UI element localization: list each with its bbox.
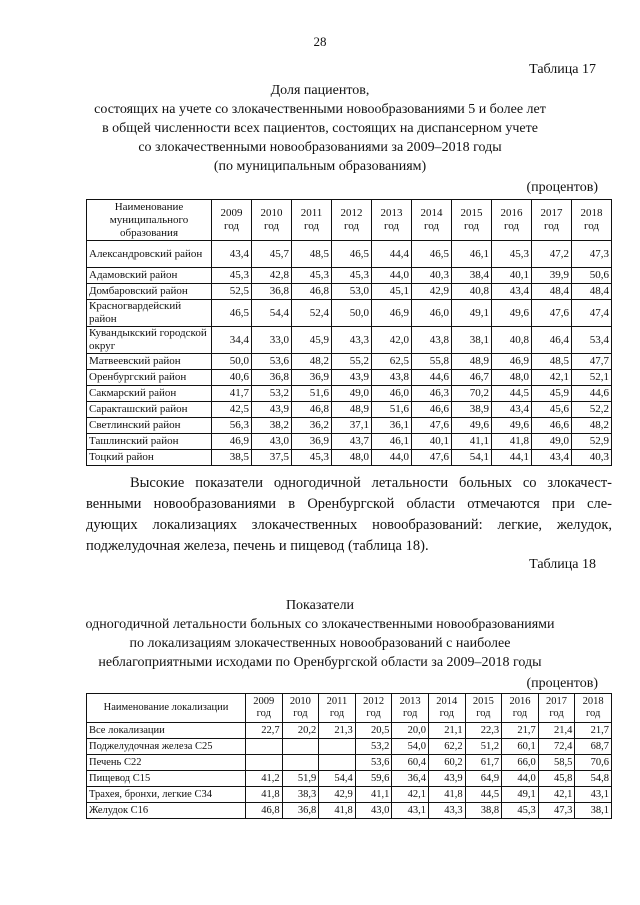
value-cell: 50,6 [572, 268, 612, 284]
table18-title-line: неблагоприятными исходами по Оренбургской области за 2009–2018 годы [98, 655, 542, 670]
value-cell: 52,1 [572, 370, 612, 386]
value-cell [282, 739, 319, 755]
row-name: Адамовский район [87, 268, 212, 284]
paragraph-line: дующих локализациях злокачественных новообразований: легкие, желудок, [86, 517, 612, 533]
value-cell: 52,5 [212, 284, 252, 300]
table17-header-year: 2012 год [332, 200, 372, 241]
value-cell: 59,6 [355, 771, 392, 787]
value-cell: 52,4 [292, 300, 332, 327]
value-cell: 44,5 [492, 386, 532, 402]
value-cell: 47,6 [412, 418, 452, 434]
value-cell: 36,9 [292, 434, 332, 450]
value-cell: 47,3 [572, 241, 612, 268]
value-cell: 47,3 [538, 803, 575, 819]
value-cell: 37,1 [332, 418, 372, 434]
value-cell: 48,9 [452, 354, 492, 370]
table18-title-line: по локализациям злокачественных новообразований с наиболее [129, 636, 511, 651]
table-row [87, 241, 612, 268]
table18-header-year: 2010 год [282, 694, 319, 723]
value-cell: 21,1 [428, 723, 465, 739]
value-cell: 41,1 [452, 434, 492, 450]
value-cell: 48,0 [492, 370, 532, 386]
value-cell: 46,9 [492, 354, 532, 370]
value-cell: 36,8 [252, 370, 292, 386]
value-cell: 48,2 [572, 418, 612, 434]
value-cell: 49,6 [492, 418, 532, 434]
value-cell: 46,7 [452, 370, 492, 386]
value-cell: 53,2 [252, 386, 292, 402]
value-cell: 22,7 [246, 723, 283, 739]
table-row [87, 803, 612, 819]
table17-header-year: 2011 год [292, 200, 332, 241]
table18-body [87, 723, 612, 819]
table-row [87, 450, 612, 466]
table17-header-year: 2015 год [452, 200, 492, 241]
value-cell: 38,3 [282, 787, 319, 803]
value-cell: 49,6 [452, 418, 492, 434]
value-cell: 40,1 [492, 268, 532, 284]
value-cell: 50,0 [332, 300, 372, 327]
value-cell: 52,9 [572, 434, 612, 450]
value-cell: 46,5 [212, 300, 252, 327]
value-cell: 40,1 [412, 434, 452, 450]
table-row [87, 771, 612, 787]
table-row [87, 354, 612, 370]
table-row [87, 402, 612, 418]
value-cell: 49,0 [532, 434, 572, 450]
value-cell: 44,1 [492, 450, 532, 466]
value-cell: 43,1 [575, 787, 612, 803]
value-cell: 43,0 [252, 434, 292, 450]
table17-header-name: Наименование муниципального образования [87, 200, 212, 241]
value-cell: 36,8 [282, 803, 319, 819]
value-cell: 40,8 [452, 284, 492, 300]
value-cell: 36,9 [292, 370, 332, 386]
value-cell: 46,8 [292, 284, 332, 300]
value-cell: 45,3 [212, 268, 252, 284]
value-cell: 47,6 [412, 450, 452, 466]
table-row [87, 284, 612, 300]
value-cell: 36,1 [372, 418, 412, 434]
table17-body [87, 241, 612, 466]
value-cell: 53,4 [572, 327, 612, 354]
table-row [87, 723, 612, 739]
row-name: Светлинский район [87, 418, 212, 434]
table17-title [60, 81, 580, 176]
value-cell: 47,2 [532, 241, 572, 268]
value-cell: 55,8 [412, 354, 452, 370]
value-cell: 46,5 [412, 241, 452, 268]
value-cell: 45,9 [292, 327, 332, 354]
value-cell: 44,0 [372, 268, 412, 284]
table17-header-year: 2009 год [212, 200, 252, 241]
table18-header-year: 2014 год [428, 694, 465, 723]
value-cell: 38,2 [252, 418, 292, 434]
value-cell: 21,4 [538, 723, 575, 739]
table17-header-year: 2018 год [572, 200, 612, 241]
table17-title-line: Доля пациентов, [270, 83, 370, 98]
table17-header-year: 2017 год [532, 200, 572, 241]
value-cell: 54,4 [319, 771, 356, 787]
table17-header-row [87, 200, 612, 241]
value-cell: 43,4 [492, 402, 532, 418]
row-name: Матвеевский район [87, 354, 212, 370]
value-cell: 46,0 [412, 300, 452, 327]
value-cell: 62,2 [428, 739, 465, 755]
table18-header-year: 2017 год [538, 694, 575, 723]
value-cell: 49,1 [502, 787, 539, 803]
value-cell: 33,0 [252, 327, 292, 354]
value-cell: 45,3 [492, 241, 532, 268]
value-cell: 46,8 [246, 803, 283, 819]
value-cell: 42,9 [412, 284, 452, 300]
table-row [87, 370, 612, 386]
value-cell: 61,7 [465, 755, 502, 771]
value-cell: 46,6 [412, 402, 452, 418]
row-name: Оренбургский район [87, 370, 212, 386]
value-cell: 60,1 [502, 739, 539, 755]
table17-header-year: 2016 год [492, 200, 532, 241]
value-cell: 56,3 [212, 418, 252, 434]
page-number: 28 [313, 34, 327, 49]
value-cell: 40,3 [412, 268, 452, 284]
value-cell: 43,3 [428, 803, 465, 819]
value-cell: 50,0 [212, 354, 252, 370]
value-cell: 47,7 [572, 354, 612, 370]
value-cell [319, 739, 356, 755]
value-cell: 40,3 [572, 450, 612, 466]
value-cell: 22,3 [465, 723, 502, 739]
value-cell: 52,2 [572, 402, 612, 418]
table-row [87, 268, 612, 284]
table18-header-year: 2018 год [575, 694, 612, 723]
value-cell: 37,5 [252, 450, 292, 466]
value-cell: 43,4 [212, 241, 252, 268]
value-cell: 43,3 [332, 327, 372, 354]
value-cell: 45,1 [372, 284, 412, 300]
value-cell: 49,0 [332, 386, 372, 402]
value-cell [282, 755, 319, 771]
value-cell: 36,8 [252, 284, 292, 300]
value-cell: 41,7 [212, 386, 252, 402]
value-cell: 38,4 [452, 268, 492, 284]
value-cell: 45,3 [292, 268, 332, 284]
value-cell: 21,7 [575, 723, 612, 739]
row-name: Желудок С16 [87, 803, 246, 819]
row-name: Все локализации [87, 723, 246, 739]
value-cell: 44,6 [412, 370, 452, 386]
value-cell: 21,3 [319, 723, 356, 739]
value-cell: 48,5 [292, 241, 332, 268]
table18-header-name: Наименование локализации [87, 694, 246, 723]
value-cell: 20,2 [282, 723, 319, 739]
value-cell: 41,8 [319, 803, 356, 819]
row-name: Поджелудочная железа С25 [87, 739, 246, 755]
value-cell: 43,0 [355, 803, 392, 819]
value-cell: 47,6 [532, 300, 572, 327]
value-cell: 46,3 [412, 386, 452, 402]
table18-header-row [87, 694, 612, 723]
value-cell: 46,1 [372, 434, 412, 450]
value-cell: 54,8 [575, 771, 612, 787]
value-cell: 54,1 [452, 450, 492, 466]
table18-title-line: одногодичной летальности больных со злокачественными новообразованиями [85, 617, 555, 632]
paragraph-line: венными новообразованиями в Оренбургской области отмечаются при сле- [86, 496, 612, 512]
value-cell [246, 755, 283, 771]
row-name: Пищевод С15 [87, 771, 246, 787]
value-cell: 43,9 [252, 402, 292, 418]
value-cell: 70,6 [575, 755, 612, 771]
value-cell: 45,9 [532, 386, 572, 402]
table-row [87, 434, 612, 450]
value-cell: 36,4 [392, 771, 429, 787]
value-cell: 20,0 [392, 723, 429, 739]
value-cell: 41,2 [246, 771, 283, 787]
value-cell: 42,1 [538, 787, 575, 803]
table18-title-line: Показатели [285, 598, 355, 613]
value-cell: 45,8 [538, 771, 575, 787]
table17 [86, 199, 612, 466]
value-cell: 49,6 [492, 300, 532, 327]
table17-header-year: 2014 год [412, 200, 452, 241]
row-name: Домбаровский район [87, 284, 212, 300]
value-cell: 70,2 [452, 386, 492, 402]
value-cell: 43,7 [332, 434, 372, 450]
row-name: Кувандыкский городской округ [87, 327, 212, 354]
table18 [86, 693, 612, 819]
value-cell: 48,0 [332, 450, 372, 466]
value-cell: 42,1 [392, 787, 429, 803]
value-cell: 44,4 [372, 241, 412, 268]
value-cell: 45,3 [502, 803, 539, 819]
value-cell: 51,6 [372, 402, 412, 418]
value-cell: 41,8 [428, 787, 465, 803]
value-cell: 44,5 [465, 787, 502, 803]
table-row [87, 787, 612, 803]
value-cell: 43,9 [428, 771, 465, 787]
value-cell: 43,4 [492, 284, 532, 300]
table18-header-year: 2016 год [502, 694, 539, 723]
table17-title-line: со злокачественными новообразованиями за 2009–2018 годы [138, 140, 502, 155]
table18-title [60, 596, 580, 672]
row-name: Саракташский район [87, 402, 212, 418]
row-name: Александровский район [87, 241, 212, 268]
value-cell: 43,4 [532, 450, 572, 466]
table18-header-year: 2012 год [355, 694, 392, 723]
body-paragraph [86, 473, 612, 557]
value-cell: 48,2 [292, 354, 332, 370]
value-cell: 40,8 [492, 327, 532, 354]
value-cell: 46,4 [532, 327, 572, 354]
table17-title-line: в общей численности всех пациентов, состоящих на диспансерном учете [102, 121, 538, 136]
value-cell: 44,6 [572, 386, 612, 402]
table17-units: (процентов) [526, 180, 598, 195]
value-cell: 66,0 [502, 755, 539, 771]
value-cell: 45,3 [332, 268, 372, 284]
value-cell: 46,6 [532, 418, 572, 434]
value-cell: 43,9 [332, 370, 372, 386]
value-cell: 46,9 [372, 300, 412, 327]
table-row [87, 755, 612, 771]
value-cell: 39,9 [532, 268, 572, 284]
value-cell: 46,0 [372, 386, 412, 402]
value-cell: 51,9 [282, 771, 319, 787]
value-cell [319, 755, 356, 771]
row-name: Тоцкий район [87, 450, 212, 466]
value-cell: 44,0 [372, 450, 412, 466]
table18-label: Таблица 18 [529, 557, 596, 572]
value-cell: 43,1 [392, 803, 429, 819]
row-name: Сакмарский район [87, 386, 212, 402]
value-cell: 48,9 [332, 402, 372, 418]
table18-units: (процентов) [526, 676, 598, 691]
table-row [87, 386, 612, 402]
value-cell: 43,8 [372, 370, 412, 386]
value-cell: 60,4 [392, 755, 429, 771]
value-cell: 44,0 [502, 771, 539, 787]
table18-header-year: 2009 год [246, 694, 283, 723]
value-cell [246, 739, 283, 755]
value-cell: 48,5 [532, 354, 572, 370]
value-cell: 54,4 [252, 300, 292, 327]
table-row [87, 418, 612, 434]
value-cell: 46,5 [332, 241, 372, 268]
value-cell: 54,0 [392, 739, 429, 755]
value-cell: 42,5 [212, 402, 252, 418]
table17-header-year: 2013 год [372, 200, 412, 241]
value-cell: 53,0 [332, 284, 372, 300]
value-cell: 38,5 [212, 450, 252, 466]
value-cell: 34,4 [212, 327, 252, 354]
value-cell: 53,2 [355, 739, 392, 755]
paragraph-line: Высокие показатели одногодичной летальности больных со злокачест- [130, 475, 612, 491]
row-name: Ташлинский район [87, 434, 212, 450]
value-cell: 42,9 [319, 787, 356, 803]
table-row [87, 739, 612, 755]
value-cell: 45,3 [292, 450, 332, 466]
row-name: Красногвардейский район [87, 300, 212, 327]
paragraph-line: поджелудочная железа, печень и пищевод (таблица 18). [86, 538, 429, 554]
table17-header-year: 2010 год [252, 200, 292, 241]
value-cell: 64,9 [465, 771, 502, 787]
value-cell: 53,6 [252, 354, 292, 370]
value-cell: 51,6 [292, 386, 332, 402]
table17-label: Таблица 17 [529, 62, 596, 77]
row-name: Печень С22 [87, 755, 246, 771]
value-cell: 36,2 [292, 418, 332, 434]
value-cell: 21,7 [502, 723, 539, 739]
value-cell: 38,1 [452, 327, 492, 354]
value-cell: 38,8 [465, 803, 502, 819]
value-cell: 47,4 [572, 300, 612, 327]
value-cell: 53,6 [355, 755, 392, 771]
value-cell: 41,8 [246, 787, 283, 803]
value-cell: 46,9 [212, 434, 252, 450]
value-cell: 46,1 [452, 241, 492, 268]
value-cell: 49,1 [452, 300, 492, 327]
value-cell: 45,6 [532, 402, 572, 418]
value-cell: 45,7 [252, 241, 292, 268]
value-cell: 42,8 [252, 268, 292, 284]
value-cell: 46,8 [292, 402, 332, 418]
value-cell: 58,5 [538, 755, 575, 771]
value-cell: 72,4 [538, 739, 575, 755]
value-cell: 20,5 [355, 723, 392, 739]
value-cell: 42,1 [532, 370, 572, 386]
value-cell: 38,9 [452, 402, 492, 418]
value-cell: 48,4 [532, 284, 572, 300]
table18-header-year: 2015 год [465, 694, 502, 723]
value-cell: 60,2 [428, 755, 465, 771]
value-cell: 41,8 [492, 434, 532, 450]
value-cell: 62,5 [372, 354, 412, 370]
table-row [87, 327, 612, 354]
value-cell: 42,0 [372, 327, 412, 354]
value-cell: 51,2 [465, 739, 502, 755]
value-cell: 43,8 [412, 327, 452, 354]
table17-title-line: (по муниципальным образованиям) [213, 159, 427, 174]
table18-header-year: 2011 год [319, 694, 356, 723]
value-cell: 68,7 [575, 739, 612, 755]
value-cell: 38,1 [575, 803, 612, 819]
value-cell: 40,6 [212, 370, 252, 386]
table17-title-line: состоящих на учете со злокачественными новообразованиями 5 и более лет [94, 102, 546, 117]
table18-header-year: 2013 год [392, 694, 429, 723]
value-cell: 41,1 [355, 787, 392, 803]
table-row [87, 300, 612, 327]
row-name: Трахея, бронхи, легкие С34 [87, 787, 246, 803]
value-cell: 55,2 [332, 354, 372, 370]
value-cell: 48,4 [572, 284, 612, 300]
